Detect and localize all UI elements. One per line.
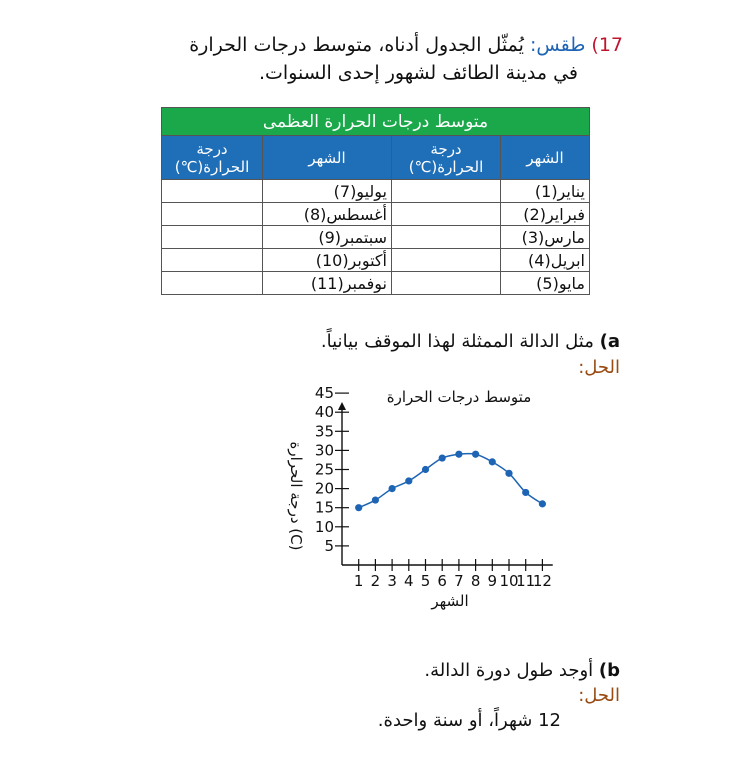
header-temp-1: درجة الحرارة(℃) <box>392 136 501 180</box>
y-axis-title: درجة الحرارة (C) <box>287 441 305 551</box>
chart-axes <box>338 402 553 565</box>
data-point <box>472 451 479 458</box>
solution-label-b: الحل: <box>578 685 620 706</box>
month-cell: مارس(3) <box>501 226 590 249</box>
month-cell: مايو(5) <box>501 272 590 295</box>
y-tick-label: 45 <box>314 384 334 403</box>
x-tick-label: 3 <box>387 572 397 590</box>
table-title: متوسط درجات الحرارة العظمى <box>162 108 590 136</box>
part-b-label: b) <box>598 660 620 681</box>
x-tick-label: 9 <box>487 572 498 590</box>
x-tick-label: 12 <box>532 572 552 590</box>
x-tick-label: 11 <box>516 572 536 590</box>
y-tick-label: 10 <box>314 517 334 536</box>
series-line <box>359 453 543 507</box>
month-cell: أكتوبر(10) <box>263 249 392 272</box>
question-text-2: في مدينة الطائف لشهور إحدى السنوات. <box>258 62 578 84</box>
x-tick-label: 5 <box>420 572 431 590</box>
month-cell: ابريل(4) <box>501 249 590 272</box>
x-ticks <box>354 559 552 590</box>
data-point <box>405 477 412 484</box>
data-point <box>372 496 379 503</box>
y-tick-label: 15 <box>314 498 334 517</box>
data-point <box>439 454 446 461</box>
x-tick-label: 1 <box>353 572 364 590</box>
data-point <box>522 489 529 496</box>
x-axis-title: الشهر <box>431 592 469 610</box>
x-tick-label: 8 <box>470 572 481 590</box>
chart-title: متوسط درجات الحرارة <box>386 388 532 406</box>
data-point <box>539 500 546 507</box>
month-cell: سبتمبر(9) <box>263 226 392 249</box>
y-axis-arrow <box>338 402 346 410</box>
answer-b: 12 شهراً، أو سنة واحدة. <box>377 710 561 731</box>
part-b <box>424 660 620 681</box>
data-points <box>355 451 546 512</box>
y-tick-label: 30 <box>314 441 334 460</box>
question-keyword: طقس: <box>529 34 586 56</box>
data-point <box>505 470 512 477</box>
data-point <box>489 458 496 465</box>
y-tick-label: 35 <box>314 422 334 441</box>
month-cell: أغسطس(8) <box>263 203 392 226</box>
month-cell: يناير(1) <box>501 180 590 203</box>
y-tick-label: 5 <box>324 536 334 555</box>
month-cell: يوليو(7) <box>263 180 392 203</box>
data-point <box>389 485 396 492</box>
question-text-1: يُمثّل الجدول أدناه، متوسط درجات الحرارة <box>189 34 524 56</box>
solution-label-a: الحل: <box>578 357 620 378</box>
data-point <box>455 451 462 458</box>
data-point <box>422 466 429 473</box>
part-a-label: a) <box>599 331 620 352</box>
x-tick-label: 4 <box>404 572 414 590</box>
header-month-1: الشهر <box>501 136 590 180</box>
x-tick-label: 6 <box>437 572 447 590</box>
y-tick-label: 40 <box>314 403 334 422</box>
x-tick-label: 10 <box>499 572 519 590</box>
header-temp-2: درجة الحرارة(℃) <box>162 136 263 180</box>
header-month-2: الشهر <box>263 136 392 180</box>
month-cell: نوفمبر(11) <box>263 272 392 295</box>
month-cell: فبراير(2) <box>501 203 590 226</box>
x-tick-label: 7 <box>454 572 464 590</box>
y-tick-label: 20 <box>314 479 334 498</box>
question-number: 17) <box>591 34 623 56</box>
y-tick-label: 25 <box>314 460 334 479</box>
part-a-text: مثل الدالة الممثلة لهذا الموقف بيانياً. <box>320 331 594 352</box>
x-tick-label: 2 <box>370 572 381 590</box>
part-b-text: أوجد طول دورة الدالة. <box>424 660 594 681</box>
data-point <box>355 504 362 511</box>
